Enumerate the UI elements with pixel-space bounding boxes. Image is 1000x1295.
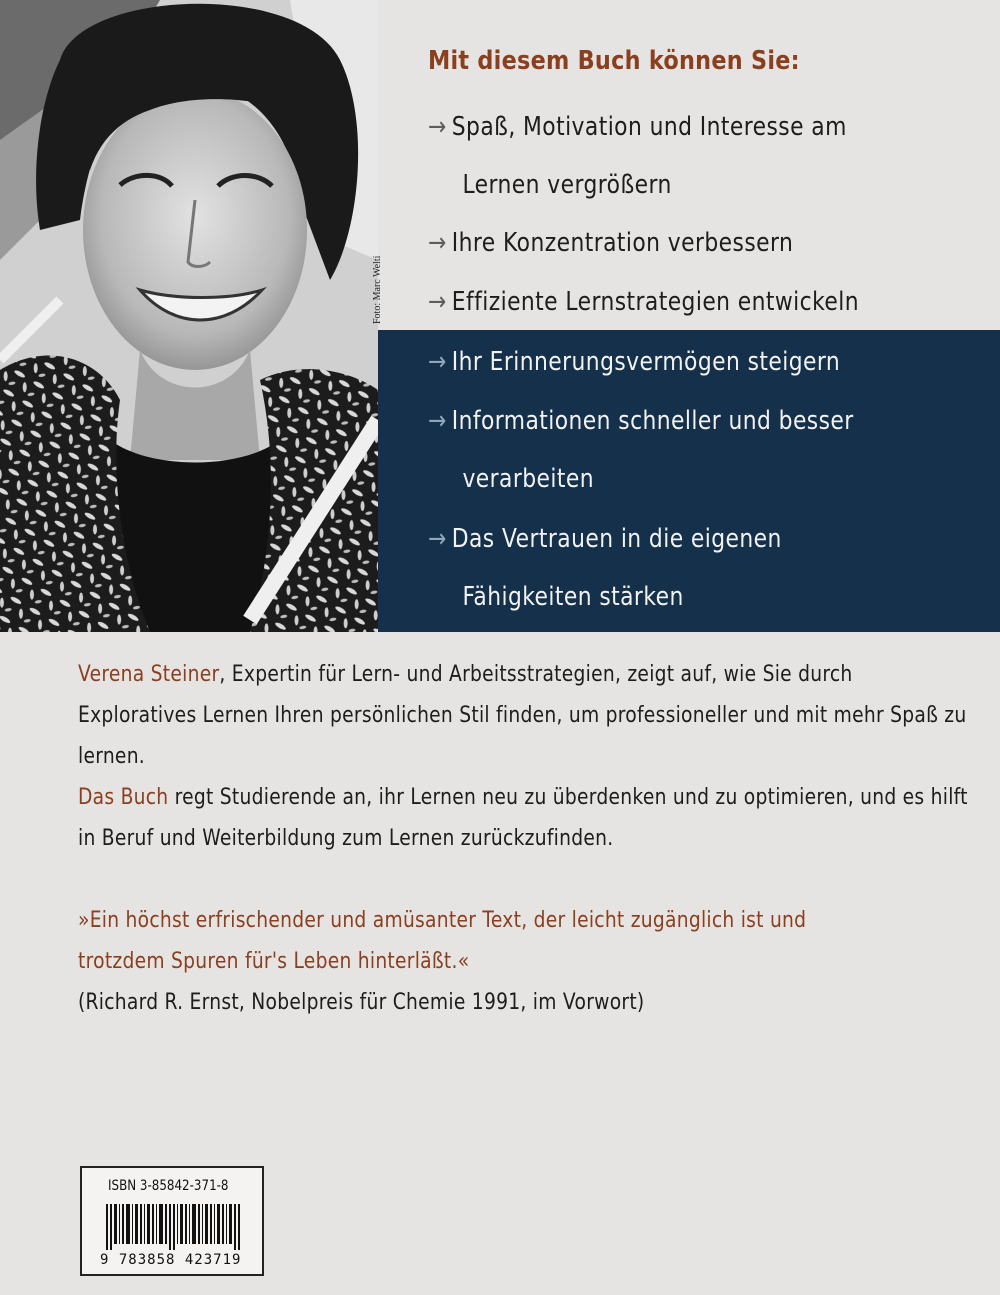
isbn-barcode-box bbox=[80, 1166, 264, 1276]
benefit-text: Ihr Erinnerungsvermögen steigern bbox=[451, 347, 841, 377]
book-description bbox=[78, 654, 968, 859]
book-text: regt Studierende an, ihr Lernen neu zu überdenken und zu optimieren, und es hilft in Beruf und Weiterbildung zum Lernen zurückzufinden. bbox=[78, 785, 968, 851]
benefit-item bbox=[428, 510, 782, 626]
arrow-right-icon: → bbox=[428, 524, 447, 554]
benefit-text-continued: Lernen vergrößern bbox=[462, 170, 672, 200]
benefit-text: Das Vertrauen in die eigenen bbox=[451, 524, 782, 554]
barcode-number: 9 783858 423719 bbox=[100, 1252, 242, 1268]
benefit-item bbox=[428, 98, 847, 214]
arrow-right-icon: → bbox=[428, 112, 447, 142]
author-name: Verena Steiner bbox=[78, 662, 220, 687]
benefit-item bbox=[428, 214, 793, 272]
author-text: , Expertin für Lern- und Arbeitsstrategien, zeigt auf, wie Sie durch Exploratives Lernen Ihren persönlichen Stil finden, um professioneller und mit mehr Spaß zu lernen. bbox=[78, 662, 967, 769]
quote-source: (Richard R. Ernst, Nobelpreis für Chemie 1991, im Vorwort) bbox=[78, 990, 645, 1015]
arrow-right-icon: → bbox=[428, 406, 447, 436]
benefit-item bbox=[428, 392, 854, 508]
benefit-item bbox=[428, 333, 840, 391]
arrow-right-icon: → bbox=[428, 287, 447, 317]
benefits-heading: Mit diesem Buch können Sie: bbox=[428, 46, 800, 76]
benefit-item bbox=[428, 273, 859, 331]
review-quote bbox=[78, 900, 806, 1023]
quote-line: trotzdem Spuren für's Leben hinterläßt.« bbox=[78, 949, 470, 974]
quote-line: »Ein höchst erfrischender und amüsanter Text, der leicht zugänglich ist und bbox=[78, 908, 807, 933]
benefit-text: Effiziente Lernstrategien entwickeln bbox=[451, 287, 859, 317]
arrow-right-icon: → bbox=[428, 347, 447, 377]
benefit-text-continued: Fähigkeiten stärken bbox=[462, 582, 684, 612]
book-label: Das Buch bbox=[78, 785, 169, 810]
benefit-text: Ihre Konzentration verbessern bbox=[451, 228, 794, 258]
author-paragraph bbox=[78, 654, 971, 777]
barcode-icon bbox=[106, 1204, 242, 1250]
arrow-right-icon: → bbox=[428, 228, 447, 258]
book-paragraph bbox=[78, 777, 971, 859]
isbn-label: ISBN 3-85842-371-8 bbox=[108, 1178, 229, 1194]
benefit-text: Spaß, Motivation und Interesse am bbox=[451, 112, 847, 142]
photo-credit: Foto: Marc Welti bbox=[372, 255, 383, 324]
benefit-text-continued: verarbeiten bbox=[462, 464, 594, 494]
author-photo bbox=[0, 0, 378, 632]
benefit-text: Informationen schneller und besser bbox=[451, 406, 854, 436]
